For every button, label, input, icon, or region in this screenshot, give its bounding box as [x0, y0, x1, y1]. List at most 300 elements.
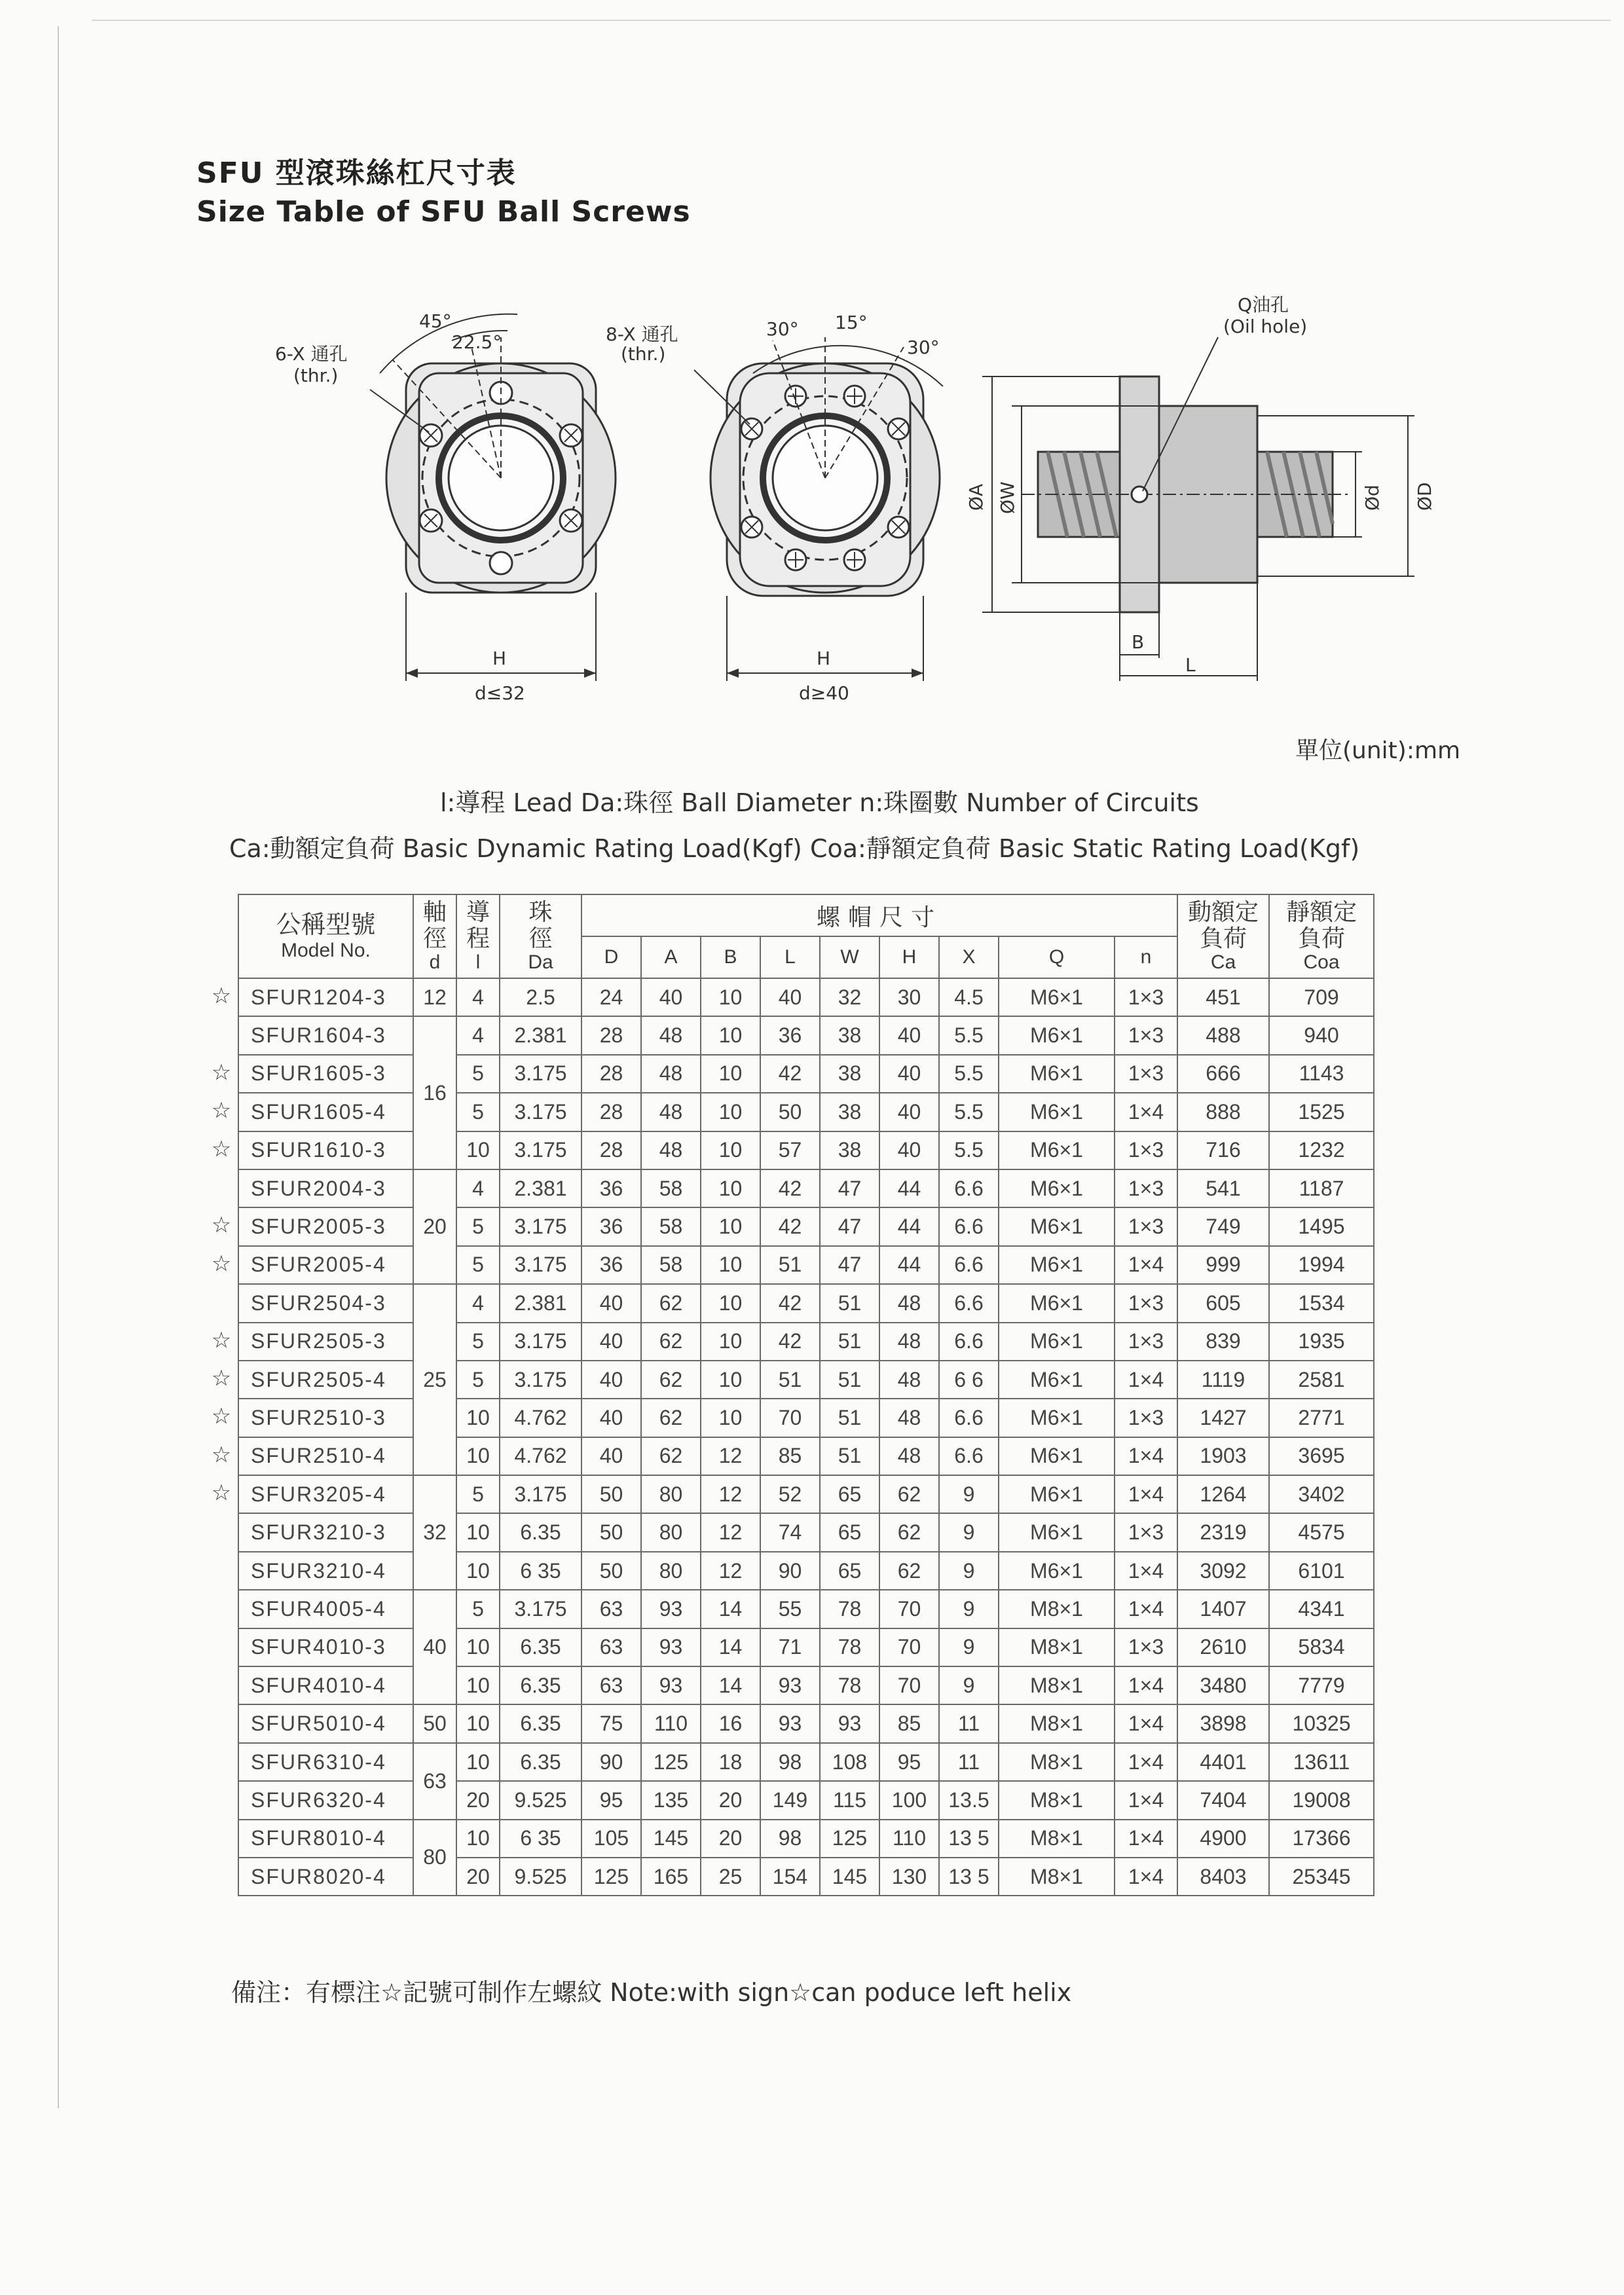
cell-b: 10 [701, 1399, 760, 1437]
cell-d: 36 [581, 1207, 641, 1245]
cell-w: 32 [820, 978, 879, 1016]
cell-ca: 1903 [1177, 1437, 1269, 1475]
header-static-load [1269, 894, 1374, 978]
cell-x: 5.5 [939, 1016, 999, 1054]
cell-coa: 1495 [1269, 1207, 1374, 1245]
cell-x: 13 5 [939, 1820, 999, 1858]
header-lead-sym: l [475, 951, 481, 973]
cell-ball-diameter: 4.762 [500, 1437, 581, 1475]
cell-n: 1×4 [1115, 1743, 1177, 1781]
cell-ca: 3092 [1177, 1552, 1269, 1590]
cell-model: SFUR2005-4 [238, 1246, 413, 1284]
cell-w: 51 [820, 1437, 879, 1475]
cell-d: 50 [581, 1513, 641, 1551]
cell-q: M6×1 [999, 1169, 1115, 1207]
header-nut-col-a: A [641, 936, 701, 978]
cell-b: 18 [701, 1743, 760, 1781]
cell-ball-diameter: 3.175 [500, 1055, 581, 1093]
ball-screw-drawings [0, 275, 1624, 720]
header-model-en: Model No. [281, 940, 371, 961]
cell-d: 36 [581, 1169, 641, 1207]
cell-a: 62 [641, 1323, 701, 1361]
cell-model: SFUR3210-4 [238, 1552, 413, 1590]
cell-n: 1×4 [1115, 1858, 1177, 1896]
cell-n: 1×4 [1115, 1590, 1177, 1628]
cell-x: 13 5 [939, 1858, 999, 1896]
cell-l: 93 [760, 1704, 820, 1742]
cell-x: 4.5 [939, 978, 999, 1016]
cell-q: M8×1 [999, 1781, 1115, 1819]
table-row [238, 1628, 1374, 1666]
cell-b: 10 [701, 1323, 760, 1361]
cell-coa: 1143 [1269, 1055, 1374, 1093]
cell-b: 12 [701, 1513, 760, 1551]
cell-n: 1×4 [1115, 1781, 1177, 1819]
cell-w: 78 [820, 1590, 879, 1628]
cell-n: 1×3 [1115, 1284, 1177, 1322]
cell-n: 1×4 [1115, 1093, 1177, 1131]
cell-ball-diameter: 3.175 [500, 1246, 581, 1284]
cell-h: 40 [879, 1093, 939, 1131]
cell-l: 149 [760, 1781, 820, 1819]
header-lead-zh: 導程 [466, 898, 490, 951]
cell-x: 6.6 [939, 1207, 999, 1245]
cell-ball-diameter: 2.5 [500, 978, 581, 1016]
cell-coa: 17366 [1269, 1820, 1374, 1858]
cell-w: 78 [820, 1666, 879, 1704]
cell-h: 44 [879, 1207, 939, 1245]
cell-w: 38 [820, 1093, 879, 1131]
header-model [238, 894, 413, 978]
cell-a: 80 [641, 1552, 701, 1590]
cell-shaft-diameter: 32 [413, 1475, 456, 1590]
cell-a: 58 [641, 1169, 701, 1207]
condition-d-ge-40: d≥40 [799, 682, 849, 704]
cell-a: 48 [641, 1093, 701, 1131]
spec-table-body [238, 978, 1374, 1896]
cell-q: M8×1 [999, 1590, 1115, 1628]
cell-model: SFUR2505-3 [238, 1323, 413, 1361]
cell-w: 38 [820, 1016, 879, 1054]
cell-n: 1×3 [1115, 1628, 1177, 1666]
cell-coa: 2771 [1269, 1399, 1374, 1437]
header-nut-col-h: H [879, 936, 939, 978]
cell-a: 62 [641, 1284, 701, 1322]
cell-x: 6 6 [939, 1361, 999, 1399]
left-helix-star: ☆ [211, 1327, 232, 1353]
cell-l: 42 [760, 1323, 820, 1361]
cell-ball-diameter: 3.175 [500, 1475, 581, 1513]
cell-q: M6×1 [999, 1361, 1115, 1399]
cell-h: 95 [879, 1743, 939, 1781]
cell-n: 1×3 [1115, 1169, 1177, 1207]
cell-w: 51 [820, 1361, 879, 1399]
header-ball [500, 894, 581, 978]
header-dynamic-load [1177, 894, 1269, 978]
table-row [238, 1093, 1374, 1131]
cell-model: SFUR4010-4 [238, 1666, 413, 1704]
legend-line-2: Ca:動額定負荷 Basic Dynamic Rating Load(Kgf) Coa:靜額定負荷 Basic Static Rating Load(Kgf) [229, 834, 1360, 863]
cell-a: 80 [641, 1513, 701, 1551]
angle-45-label: 45° [419, 310, 452, 332]
cell-coa: 25345 [1269, 1858, 1374, 1896]
cell-x: 6.6 [939, 1323, 999, 1361]
cell-lead: 4 [456, 978, 500, 1016]
cell-lead: 20 [456, 1781, 500, 1819]
cell-ball-diameter: 3.175 [500, 1323, 581, 1361]
cell-q: M6×1 [999, 1437, 1115, 1475]
cell-ca: 3898 [1177, 1704, 1269, 1742]
table-row [238, 1820, 1374, 1858]
cell-x: 5.5 [939, 1131, 999, 1169]
cell-ca: 3480 [1177, 1666, 1269, 1704]
cell-a: 40 [641, 978, 701, 1016]
cell-n: 1×3 [1115, 1131, 1177, 1169]
cell-ball-diameter: 9.525 [500, 1781, 581, 1819]
cell-d: 75 [581, 1704, 641, 1742]
cell-l: 51 [760, 1361, 820, 1399]
cell-q: M6×1 [999, 1399, 1115, 1437]
cell-x: 11 [939, 1743, 999, 1781]
width-h-label-left: H [492, 648, 507, 669]
cell-x: 6.6 [939, 1284, 999, 1322]
cell-x: 9 [939, 1513, 999, 1551]
left-helix-star: ☆ [211, 1480, 232, 1506]
cell-a: 145 [641, 1820, 701, 1858]
table-row [238, 1743, 1374, 1781]
cell-n: 1×4 [1115, 1666, 1177, 1704]
cell-h: 48 [879, 1399, 939, 1437]
cell-ball-diameter: 6.35 [500, 1743, 581, 1781]
cell-x: 6.6 [939, 1399, 999, 1437]
cell-d: 36 [581, 1246, 641, 1284]
cell-d: 40 [581, 1399, 641, 1437]
cell-model: SFUR8010-4 [238, 1820, 413, 1858]
cell-w: 65 [820, 1513, 879, 1551]
cell-q: M6×1 [999, 1016, 1115, 1054]
cell-lead: 4 [456, 1284, 500, 1322]
cell-model: SFUR3210-3 [238, 1513, 413, 1551]
cell-coa: 6101 [1269, 1552, 1374, 1590]
cell-q: M8×1 [999, 1666, 1115, 1704]
cell-b: 10 [701, 1284, 760, 1322]
angle-30a-label: 30° [766, 318, 799, 340]
cell-l: 57 [760, 1131, 820, 1169]
table-row [238, 1704, 1374, 1742]
left-helix-star: ☆ [211, 1365, 232, 1391]
cell-h: 70 [879, 1628, 939, 1666]
cell-ball-diameter: 2.381 [500, 1016, 581, 1054]
cell-h: 48 [879, 1284, 939, 1322]
cell-coa: 1232 [1269, 1131, 1374, 1169]
header-static-zh: 靜額定負荷 [1285, 898, 1357, 951]
cell-b: 10 [701, 1169, 760, 1207]
length-b-label: B [1132, 631, 1145, 653]
cell-a: 93 [641, 1590, 701, 1628]
cell-b: 12 [701, 1552, 760, 1590]
cell-coa: 1525 [1269, 1093, 1374, 1131]
cell-b: 20 [701, 1781, 760, 1819]
cell-coa: 4575 [1269, 1513, 1374, 1551]
spec-table [238, 894, 1375, 1896]
cell-l: 42 [760, 1284, 820, 1322]
cell-a: 62 [641, 1399, 701, 1437]
cell-model: SFUR2510-3 [238, 1399, 413, 1437]
cell-n: 1×3 [1115, 1207, 1177, 1245]
cell-x: 5.5 [939, 1055, 999, 1093]
cell-l: 42 [760, 1055, 820, 1093]
cell-lead: 10 [456, 1131, 500, 1169]
cell-q: M6×1 [999, 1207, 1115, 1245]
cell-h: 40 [879, 1055, 939, 1093]
page-top-rule [92, 20, 1611, 21]
cell-lead: 5 [456, 1475, 500, 1513]
cell-lead: 10 [456, 1628, 500, 1666]
cell-w: 47 [820, 1207, 879, 1245]
cell-b: 10 [701, 1246, 760, 1284]
cell-ball-diameter: 6 35 [500, 1552, 581, 1590]
cell-a: 93 [641, 1666, 701, 1704]
left-helix-star: ☆ [211, 983, 232, 1009]
cell-a: 58 [641, 1246, 701, 1284]
cell-lead: 10 [456, 1743, 500, 1781]
cell-q: M6×1 [999, 1284, 1115, 1322]
cell-l: 85 [760, 1437, 820, 1475]
cell-a: 80 [641, 1475, 701, 1513]
oil-hole-en-label: (Oil hole) [1223, 316, 1308, 337]
cell-q: M6×1 [999, 1093, 1115, 1131]
cell-x: 6.6 [939, 1437, 999, 1475]
cell-d: 40 [581, 1323, 641, 1361]
cell-d: 105 [581, 1820, 641, 1858]
cell-model: SFUR1610-3 [238, 1131, 413, 1169]
table-row [238, 1207, 1374, 1245]
cell-model: SFUR4005-4 [238, 1590, 413, 1628]
cell-a: 62 [641, 1361, 701, 1399]
cell-ball-diameter: 6.35 [500, 1666, 581, 1704]
cell-w: 65 [820, 1475, 879, 1513]
cell-x: 9 [939, 1552, 999, 1590]
cell-coa: 1994 [1269, 1246, 1374, 1284]
cell-l: 55 [760, 1590, 820, 1628]
cell-w: 145 [820, 1858, 879, 1896]
left-helix-star: ☆ [211, 1251, 232, 1277]
cell-ca: 451 [1177, 978, 1269, 1016]
table-row [238, 1399, 1374, 1437]
cell-ball-diameter: 4.762 [500, 1399, 581, 1437]
cell-n: 1×4 [1115, 1437, 1177, 1475]
cell-h: 44 [879, 1246, 939, 1284]
cell-ca: 2319 [1177, 1513, 1269, 1551]
cell-a: 62 [641, 1437, 701, 1475]
cell-model: SFUR2004-3 [238, 1169, 413, 1207]
cell-lead: 5 [456, 1207, 500, 1245]
cell-b: 10 [701, 1361, 760, 1399]
cell-h: 48 [879, 1437, 939, 1475]
cell-l: 74 [760, 1513, 820, 1551]
header-nut-dimensions: 螺帽尺寸 [581, 894, 1177, 936]
table-row [238, 1361, 1374, 1399]
cell-coa: 5834 [1269, 1628, 1374, 1666]
cell-ca: 7404 [1177, 1781, 1269, 1819]
cell-d: 40 [581, 1284, 641, 1322]
cell-shaft-diameter: 80 [413, 1820, 456, 1896]
angle-15-label: 15° [835, 312, 868, 333]
cell-d: 63 [581, 1590, 641, 1628]
cell-shaft-diameter: 63 [413, 1743, 456, 1820]
cell-n: 1×3 [1115, 1513, 1177, 1551]
cell-x: 11 [939, 1704, 999, 1742]
cell-l: 36 [760, 1016, 820, 1054]
cell-n: 1×3 [1115, 1323, 1177, 1361]
table-row [238, 1323, 1374, 1361]
cell-q: M6×1 [999, 1513, 1115, 1551]
cell-lead: 10 [456, 1513, 500, 1551]
cell-coa: 3695 [1269, 1437, 1374, 1475]
hole-6x-thr-label: (thr.) [293, 365, 339, 386]
table-row [238, 1552, 1374, 1590]
cell-w: 38 [820, 1055, 879, 1093]
cell-model: SFUR8020-4 [238, 1858, 413, 1896]
cell-shaft-diameter: 50 [413, 1704, 456, 1742]
cell-q: M6×1 [999, 1055, 1115, 1093]
cell-a: 93 [641, 1628, 701, 1666]
table-row [238, 1246, 1374, 1284]
angle-22-5-label: 22.5° [452, 331, 502, 353]
unit-label: 單位(unit):mm [1295, 737, 1461, 764]
cell-w: 115 [820, 1781, 879, 1819]
cell-n: 1×4 [1115, 1552, 1177, 1590]
cell-ca: 4900 [1177, 1820, 1269, 1858]
cell-ca: 839 [1177, 1323, 1269, 1361]
cell-b: 20 [701, 1820, 760, 1858]
cell-q: M6×1 [999, 978, 1115, 1016]
cell-coa: 7779 [1269, 1666, 1374, 1704]
cell-model: SFUR1605-3 [238, 1055, 413, 1093]
cell-d: 28 [581, 1093, 641, 1131]
cell-shaft-diameter: 20 [413, 1169, 456, 1284]
side-view-drawing [982, 337, 1414, 681]
cell-shaft-diameter: 12 [413, 978, 456, 1016]
cell-ball-diameter: 9.525 [500, 1858, 581, 1896]
cell-shaft-diameter: 40 [413, 1590, 456, 1704]
cell-a: 165 [641, 1858, 701, 1896]
cell-lead: 5 [456, 1055, 500, 1093]
cell-lead: 10 [456, 1437, 500, 1475]
cell-lead: 10 [456, 1399, 500, 1437]
cell-model: SFUR2510-4 [238, 1437, 413, 1475]
cell-ca: 541 [1177, 1169, 1269, 1207]
hole-6x-label: 6-X 通孔 [275, 343, 348, 365]
header-nut-col-d: D [581, 936, 641, 978]
cell-l: 40 [760, 978, 820, 1016]
cell-w: 38 [820, 1131, 879, 1169]
cell-d: 90 [581, 1743, 641, 1781]
cell-d: 24 [581, 978, 641, 1016]
cell-d: 40 [581, 1361, 641, 1399]
cell-n: 1×3 [1115, 1399, 1177, 1437]
cell-model: SFUR1204-3 [238, 978, 413, 1016]
table-row [238, 1475, 1374, 1513]
cell-q: M8×1 [999, 1628, 1115, 1666]
cell-w: 47 [820, 1246, 879, 1284]
cell-coa: 13611 [1269, 1743, 1374, 1781]
cell-model: SFUR5010-4 [238, 1704, 413, 1742]
cell-q: M6×1 [999, 1246, 1115, 1284]
header-nut-col-n: n [1115, 936, 1177, 978]
cell-b: 14 [701, 1590, 760, 1628]
footnote: 備注：有標注☆記號可制作左螺紋 Note:with sign☆can poduce left helix [231, 1978, 1072, 2007]
cell-lead: 10 [456, 1820, 500, 1858]
cell-n: 1×3 [1115, 978, 1177, 1016]
cell-n: 1×4 [1115, 1361, 1177, 1399]
header-nut-col-q: Q [999, 936, 1115, 978]
cell-a: 48 [641, 1055, 701, 1093]
cell-d: 50 [581, 1475, 641, 1513]
cell-ca: 666 [1177, 1055, 1269, 1093]
table-row [238, 1781, 1374, 1819]
cell-ca: 999 [1177, 1246, 1269, 1284]
cell-coa: 2581 [1269, 1361, 1374, 1399]
header-model-zh: 公稱型號 [276, 911, 376, 939]
header-nut-col-l: L [760, 936, 820, 978]
header-nut-col-w: W [820, 936, 879, 978]
cell-ca: 605 [1177, 1284, 1269, 1322]
cell-l: 98 [760, 1820, 820, 1858]
cell-lead: 4 [456, 1169, 500, 1207]
cell-model: SFUR2505-4 [238, 1361, 413, 1399]
cell-lead: 20 [456, 1858, 500, 1896]
dia-a-label: ØA [965, 483, 987, 511]
cell-a: 48 [641, 1131, 701, 1169]
cell-ca: 1264 [1177, 1475, 1269, 1513]
table-row [238, 1169, 1374, 1207]
cell-ca: 2610 [1177, 1628, 1269, 1666]
cell-x: 6.6 [939, 1169, 999, 1207]
cell-a: 58 [641, 1207, 701, 1245]
cell-lead: 10 [456, 1704, 500, 1742]
cell-ca: 488 [1177, 1016, 1269, 1054]
cell-x: 9 [939, 1628, 999, 1666]
cell-d: 40 [581, 1437, 641, 1475]
cell-model: SFUR3205-4 [238, 1475, 413, 1513]
cell-b: 14 [701, 1628, 760, 1666]
table-row [238, 978, 1374, 1016]
dia-d-large-label: ØD [1414, 482, 1435, 511]
header-nut-col-x: X [939, 936, 999, 978]
hole-8x-thr-label: (thr.) [621, 343, 666, 365]
cell-model: SFUR6320-4 [238, 1781, 413, 1819]
cell-d: 50 [581, 1552, 641, 1590]
cell-x: 9 [939, 1475, 999, 1513]
cell-coa: 1935 [1269, 1323, 1374, 1361]
table-row [238, 1284, 1374, 1322]
cell-w: 51 [820, 1323, 879, 1361]
cell-ball-diameter: 2.381 [500, 1284, 581, 1322]
cell-x: 6.6 [939, 1246, 999, 1284]
left-helix-star: ☆ [211, 1403, 232, 1429]
cell-shaft-diameter: 25 [413, 1284, 456, 1475]
cell-b: 10 [701, 1055, 760, 1093]
header-lead [456, 894, 500, 978]
cell-q: M6×1 [999, 1323, 1115, 1361]
cell-w: 108 [820, 1743, 879, 1781]
cell-lead: 5 [456, 1246, 500, 1284]
cell-b: 25 [701, 1858, 760, 1896]
cell-ball-diameter: 6.35 [500, 1628, 581, 1666]
cell-ca: 749 [1177, 1207, 1269, 1245]
cell-d: 28 [581, 1131, 641, 1169]
